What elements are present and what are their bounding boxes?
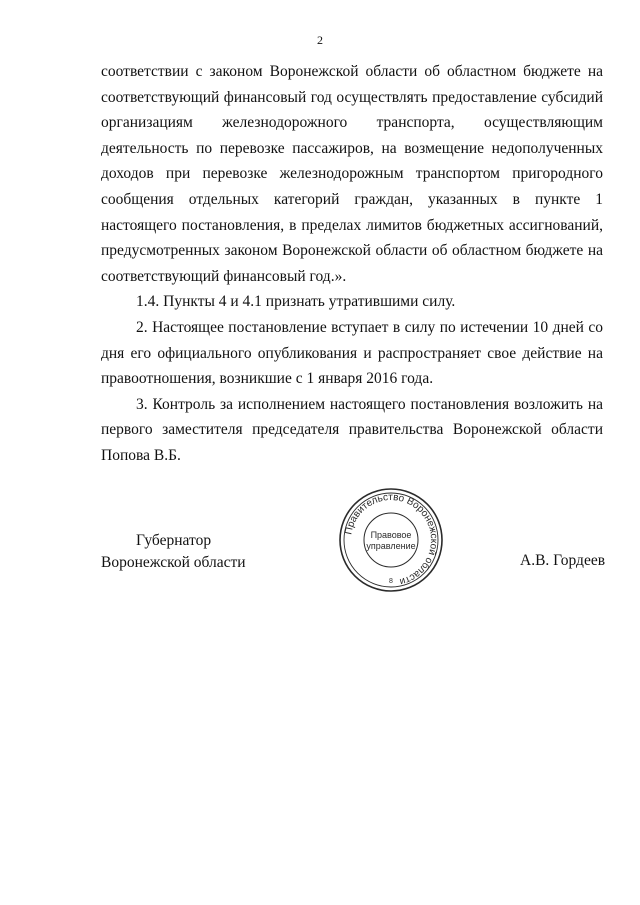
stamp-outer-ring <box>340 489 442 591</box>
document-body <box>101 59 603 469</box>
stamp-mark: 8 <box>389 578 393 585</box>
stamp-seal <box>338 487 444 593</box>
signatory-title <box>101 530 291 574</box>
paragraph-item-3: 3. Контроль за исполнением настоящего постановления возложить на первого заместителя председателя правительства Воронежской области Попова В.Б. <box>101 395 603 464</box>
stamp-inner-ring <box>364 513 418 567</box>
signatory-title-line2: Воронежской области <box>101 554 246 571</box>
signatory-title-line1: Губернатор <box>136 532 212 549</box>
paragraph-item-2: 2. Настоящее постановление вступает в силу по истечении 10 дней со дня его официального опубликования и распространяет свое действие на правоотношения, возникшие с 1 января 2016 года. <box>101 318 603 388</box>
signatory-name: А.В. Гордеев <box>520 552 606 569</box>
stamp-inner-line1: Правовое <box>370 530 412 540</box>
stamp-outer-textpath: Правительство Воронежской области <box>343 491 440 587</box>
paragraph-item-1-4: 1.4. Пункты 4 и 4.1 признать утратившими силу. <box>136 293 456 311</box>
stamp-inner-line2: управление <box>366 541 416 551</box>
page-number: 2 <box>317 33 323 47</box>
paragraph-continuation: соответствии с законом Воронежской области об областном бюджете на соответствующий финансовый год осуществлять предоставление субсидий организациям железнодорожного транспорта, осуществляющим деятельность по перевозке пассажиров, на возмещение недополученных доходов при перевозке железнодорожным транспортом пригородного сообщения отдельных категорий граждан, указанных в пункте 1 настоящего постановления, в пределах лимитов бюджетных ассигнований, предусмотренных законом Воронежской области об областном бюджете на соответствующий финансовый год.». <box>101 63 603 285</box>
legal-department-stamp <box>338 487 444 593</box>
